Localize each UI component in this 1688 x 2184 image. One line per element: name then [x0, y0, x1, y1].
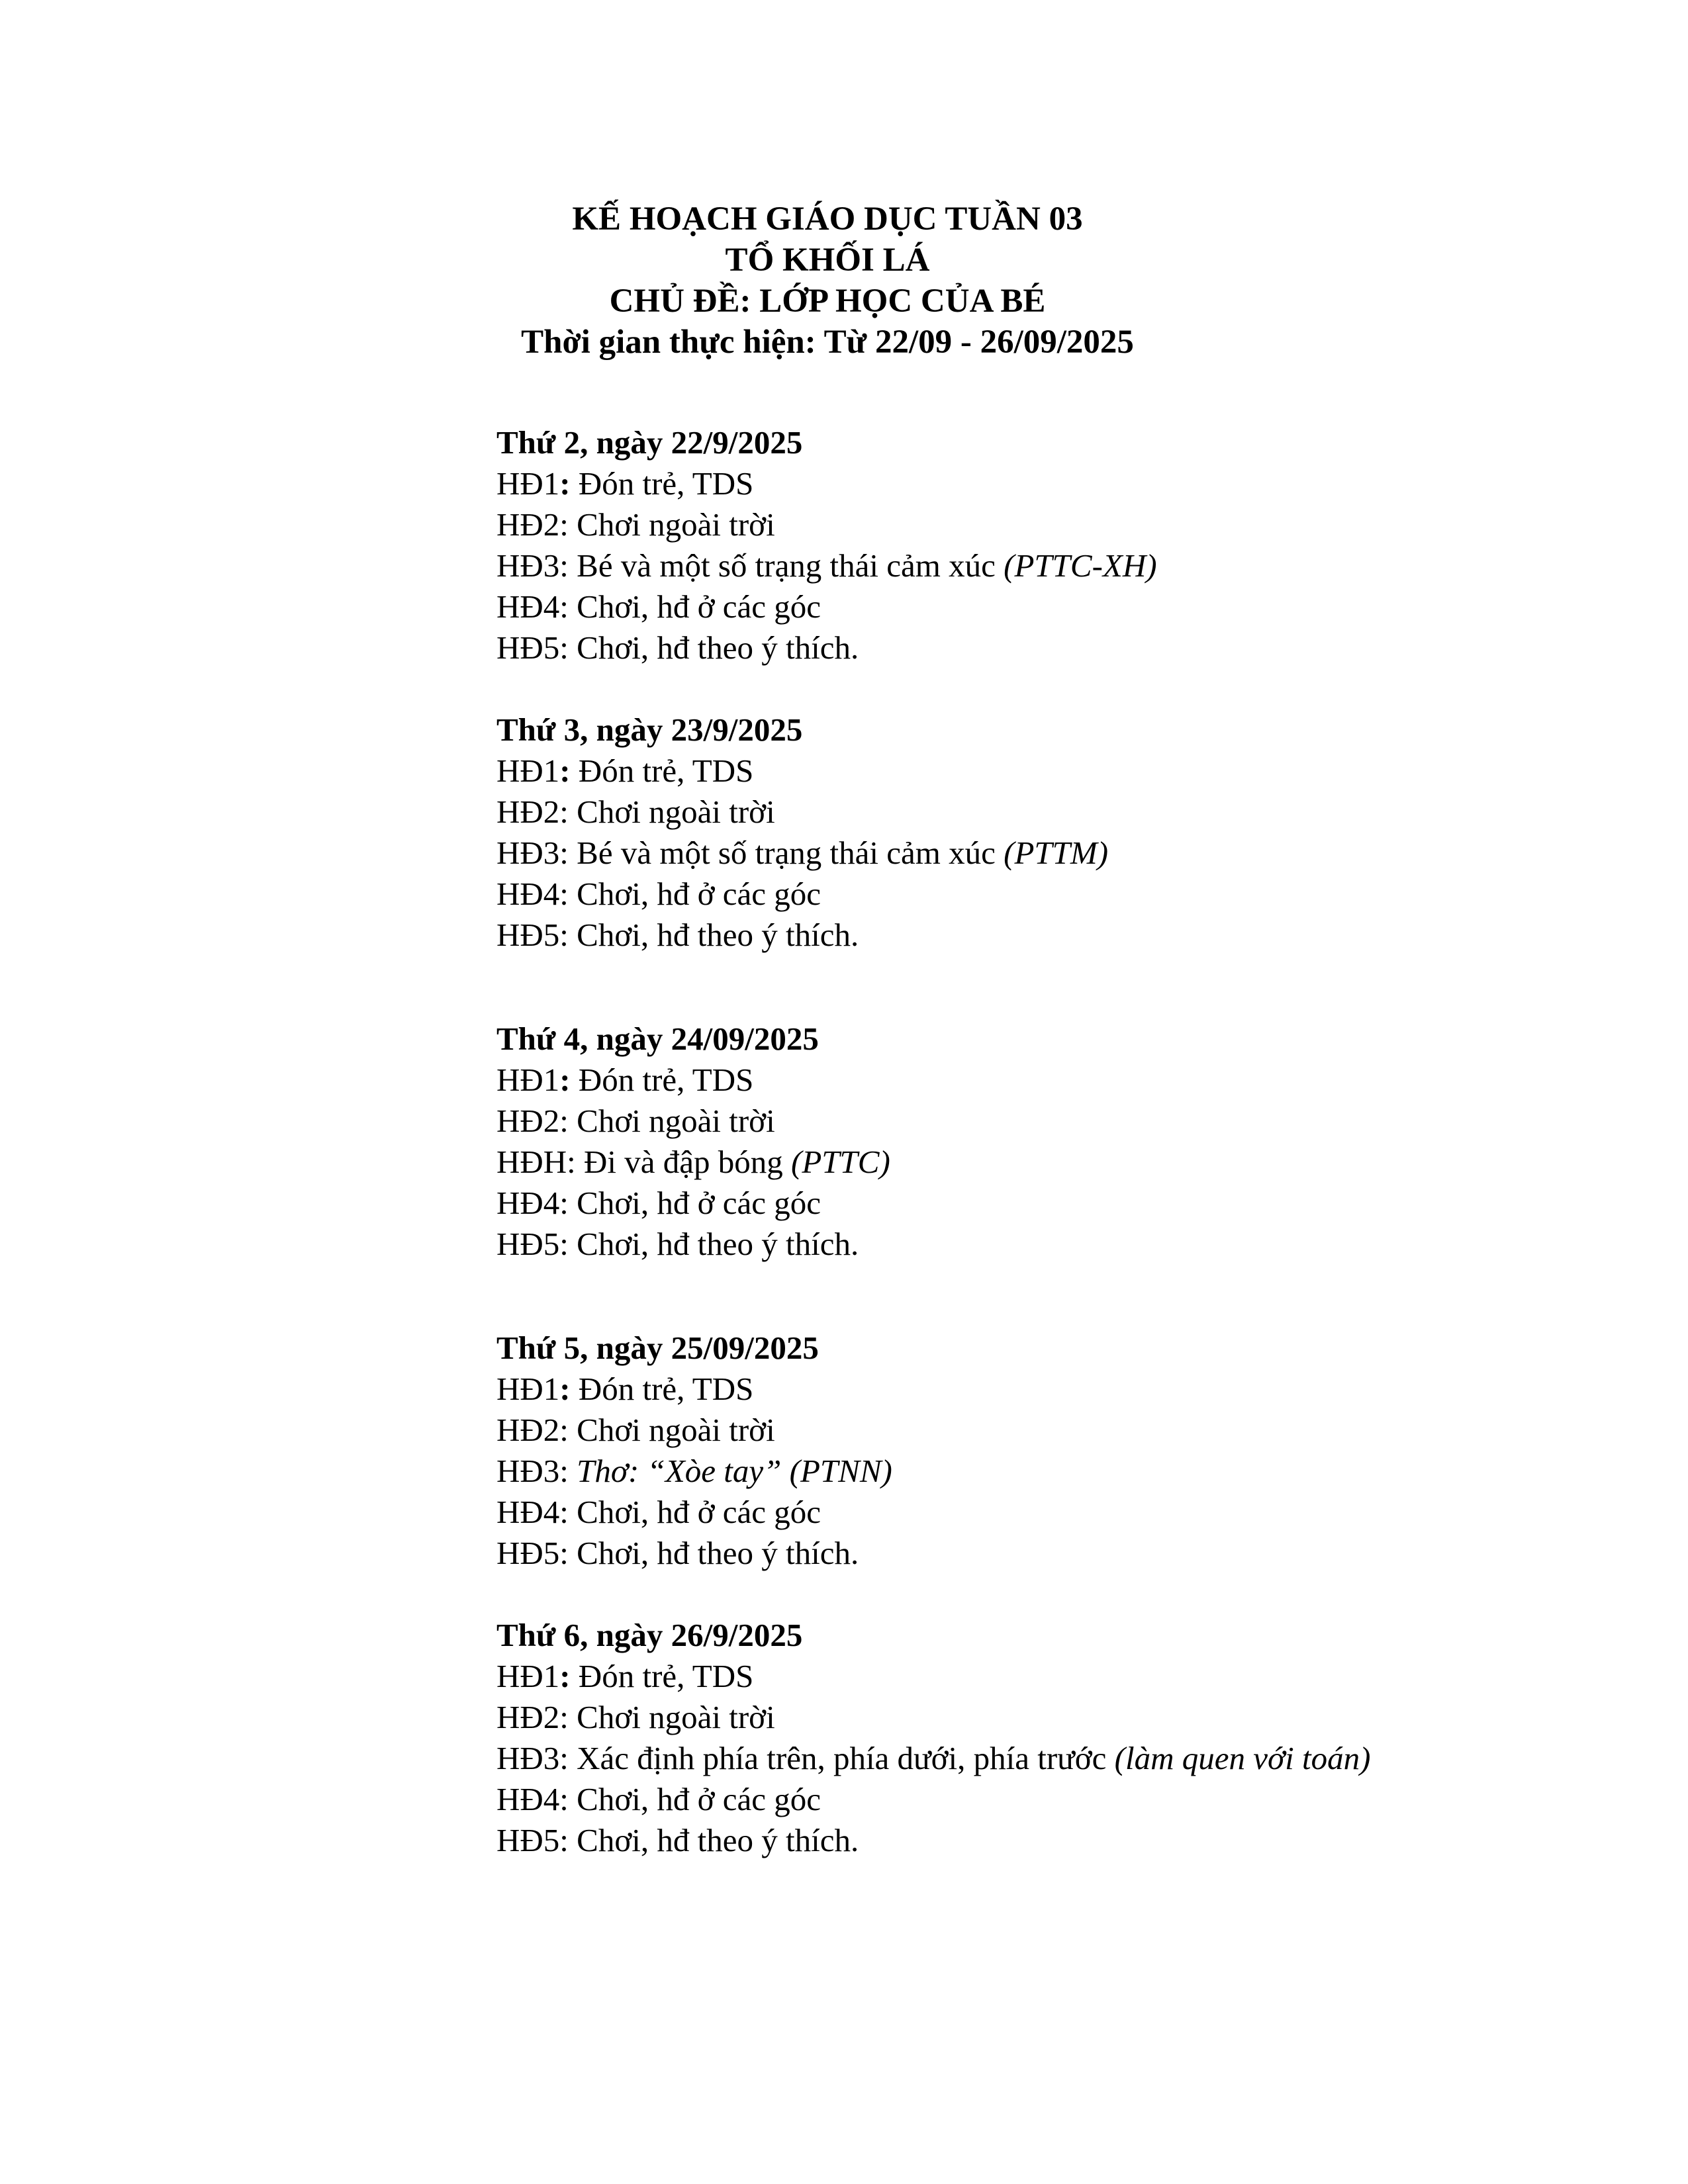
- activity-text: Chơi ngoài trời: [568, 1103, 775, 1139]
- activity-code: HĐ1: [496, 465, 560, 502]
- plan-title: KẾ HOẠCH GIÁO DỤC TUẦN 03: [572, 201, 1083, 238]
- activity-code: HĐ2: [496, 506, 560, 543]
- activity-row: HĐ2: Chơi ngoài trời: [496, 1103, 775, 1139]
- time-period: Thời gian thực hiện: Từ 22/09 - 26/09/2025: [521, 324, 1134, 361]
- activity-code: HĐ5: [496, 629, 560, 666]
- activity-code: HĐ2: [496, 1103, 560, 1139]
- activity-row: HĐ4: Chơi, hđ ở các góc: [496, 876, 821, 912]
- group-name: TỔ KHỐI LÁ: [725, 242, 930, 279]
- activity-row: HĐ2: Chơi ngoài trời: [496, 1699, 775, 1735]
- activity-text: Đi và đập bóng: [575, 1144, 792, 1180]
- activity-domain-note: (PTTM): [1004, 835, 1109, 871]
- activity-row: HĐ3: Xác định phía trên, phía dưới, phía trước (làm quen với toán): [496, 1740, 1371, 1776]
- activity-code: HĐ1: [496, 1062, 560, 1098]
- activity-text: Chơi, hđ theo ý thích.: [568, 1226, 859, 1262]
- day-block-wednesday: [496, 1019, 1622, 1265]
- activity-row: HĐ4: Chơi, hđ ở các góc: [496, 1781, 821, 1817]
- activity-domain-note: (PTTC): [791, 1144, 890, 1180]
- activity-row: HĐ3: Bé và một số trạng thái cảm xúc (PTTC-XH): [496, 547, 1157, 584]
- activity-code: HĐ4: [496, 1494, 560, 1530]
- activity-text: Chơi, hđ theo ý thích.: [568, 917, 859, 953]
- document-header: [0, 199, 1671, 363]
- activity-text: [569, 1453, 577, 1489]
- activity-code: HĐ3: [496, 835, 560, 871]
- activity-text: Chơi, hđ theo ý thích.: [568, 629, 859, 666]
- activity-domain-note: Thơ: “Xòe tay” (PTNN): [577, 1453, 892, 1489]
- activity-text: Chơi, hđ ở các góc: [568, 588, 821, 625]
- activity-row: HĐ2: Chơi ngoài trời: [496, 794, 775, 830]
- day-title: Thứ 2, ngày 22/9/2025: [496, 424, 803, 461]
- activity-text: Đón trẻ, TDS: [570, 1062, 754, 1098]
- activity-row: HĐ1: Đón trẻ, TDS: [496, 1062, 754, 1098]
- activity-row: HĐ5: Chơi, hđ theo ý thích.: [496, 629, 859, 666]
- activity-row: HĐ1: Đón trẻ, TDS: [496, 1658, 754, 1694]
- activity-text: Chơi, hđ ở các góc: [568, 1781, 821, 1817]
- activity-code: HĐ4: [496, 1185, 560, 1221]
- activity-text: Chơi, hđ ở các góc: [568, 876, 821, 912]
- day-block-friday: [496, 1615, 1622, 1861]
- activity-code: HĐ5: [496, 1535, 560, 1571]
- activity-row: HĐ5: Chơi, hđ theo ý thích.: [496, 1822, 859, 1858]
- activity-code: HĐ2: [496, 1412, 560, 1448]
- activity-text: Xác định phía trên, phía dưới, phía trước: [568, 1740, 1115, 1776]
- day-title: Thứ 5, ngày 25/09/2025: [496, 1330, 819, 1366]
- activity-row: HĐ5: Chơi, hđ theo ý thích.: [496, 917, 859, 953]
- day-title: Thứ 6, ngày 26/9/2025: [496, 1617, 803, 1653]
- activity-text: Chơi ngoài trời: [568, 506, 775, 543]
- activity-row: HĐ5: Chơi, hđ theo ý thích.: [496, 1226, 859, 1262]
- activity-row: HĐ5: Chơi, hđ theo ý thích.: [496, 1535, 859, 1571]
- activity-text: Bé và một số trạng thái cảm xúc: [568, 835, 1004, 871]
- activity-text: Đón trẻ, TDS: [570, 1371, 754, 1407]
- activity-text: Đón trẻ, TDS: [570, 752, 754, 789]
- day-block-monday: [496, 422, 1622, 668]
- theme-title: CHỦ ĐỀ: LỚP HỌC CỦA BÉ: [609, 283, 1046, 320]
- activity-code: HĐ1: [496, 1658, 560, 1694]
- activity-code: HĐ1: [496, 1371, 560, 1407]
- activity-text: Chơi, hđ ở các góc: [568, 1494, 821, 1530]
- activity-text: Chơi, hđ theo ý thích.: [568, 1822, 859, 1858]
- day-block-tuesday: [496, 709, 1622, 956]
- activity-text: Bé và một số trạng thái cảm xúc: [568, 547, 1004, 584]
- activity-text: Chơi ngoài trời: [568, 794, 775, 830]
- activity-text: Đón trẻ, TDS: [570, 465, 754, 502]
- day-title: Thứ 4, ngày 24/09/2025: [496, 1021, 819, 1057]
- activity-row: HĐH: Đi và đập bóng (PTTC): [496, 1144, 890, 1180]
- day-title: Thứ 3, ngày 23/9/2025: [496, 711, 803, 748]
- activity-row: HĐ1: Đón trẻ, TDS: [496, 465, 754, 502]
- activity-text: Chơi ngoài trời: [568, 1699, 775, 1735]
- activity-row: HĐ2: Chơi ngoài trời: [496, 1412, 775, 1448]
- activity-text: Chơi ngoài trời: [568, 1412, 775, 1448]
- activity-domain-note: (làm quen với toán): [1114, 1740, 1371, 1776]
- activity-code: HĐ5: [496, 1822, 560, 1858]
- activity-row: HĐ4: Chơi, hđ ở các góc: [496, 588, 821, 625]
- activity-domain-note: (PTTC-XH): [1004, 547, 1157, 584]
- activity-row: HĐ4: Chơi, hđ ở các góc: [496, 1494, 821, 1530]
- activity-text: Chơi, hđ theo ý thích.: [568, 1535, 859, 1571]
- activity-code: HĐ2: [496, 794, 560, 830]
- activity-row: HĐ3: Thơ: “Xòe tay” (PTNN): [496, 1453, 892, 1489]
- activity-code: HĐ1: [496, 752, 560, 789]
- activity-code: HĐ5: [496, 1226, 560, 1262]
- activity-row: HĐ1: Đón trẻ, TDS: [496, 1371, 754, 1407]
- activity-row: HĐ2: Chơi ngoài trời: [496, 506, 775, 543]
- activity-row: HĐ1: Đón trẻ, TDS: [496, 752, 754, 789]
- activity-code: HĐH: [496, 1144, 567, 1180]
- activity-code: HĐ4: [496, 588, 560, 625]
- activity-text: Đón trẻ, TDS: [570, 1658, 754, 1694]
- activity-text: Chơi, hđ ở các góc: [568, 1185, 821, 1221]
- weekly-schedule: [496, 422, 1622, 1861]
- activity-code: HĐ4: [496, 1781, 560, 1817]
- activity-code: HĐ3: [496, 1740, 560, 1776]
- activity-code: HĐ3: [496, 1453, 560, 1489]
- day-block-thursday: [496, 1328, 1622, 1574]
- activity-code: HĐ4: [496, 876, 560, 912]
- activity-code: HĐ2: [496, 1699, 560, 1735]
- activity-code: HĐ3: [496, 547, 560, 584]
- activity-code: HĐ5: [496, 917, 560, 953]
- activity-row: HĐ3: Bé và một số trạng thái cảm xúc (PTTM): [496, 835, 1109, 871]
- activity-row: HĐ4: Chơi, hđ ở các góc: [496, 1185, 821, 1221]
